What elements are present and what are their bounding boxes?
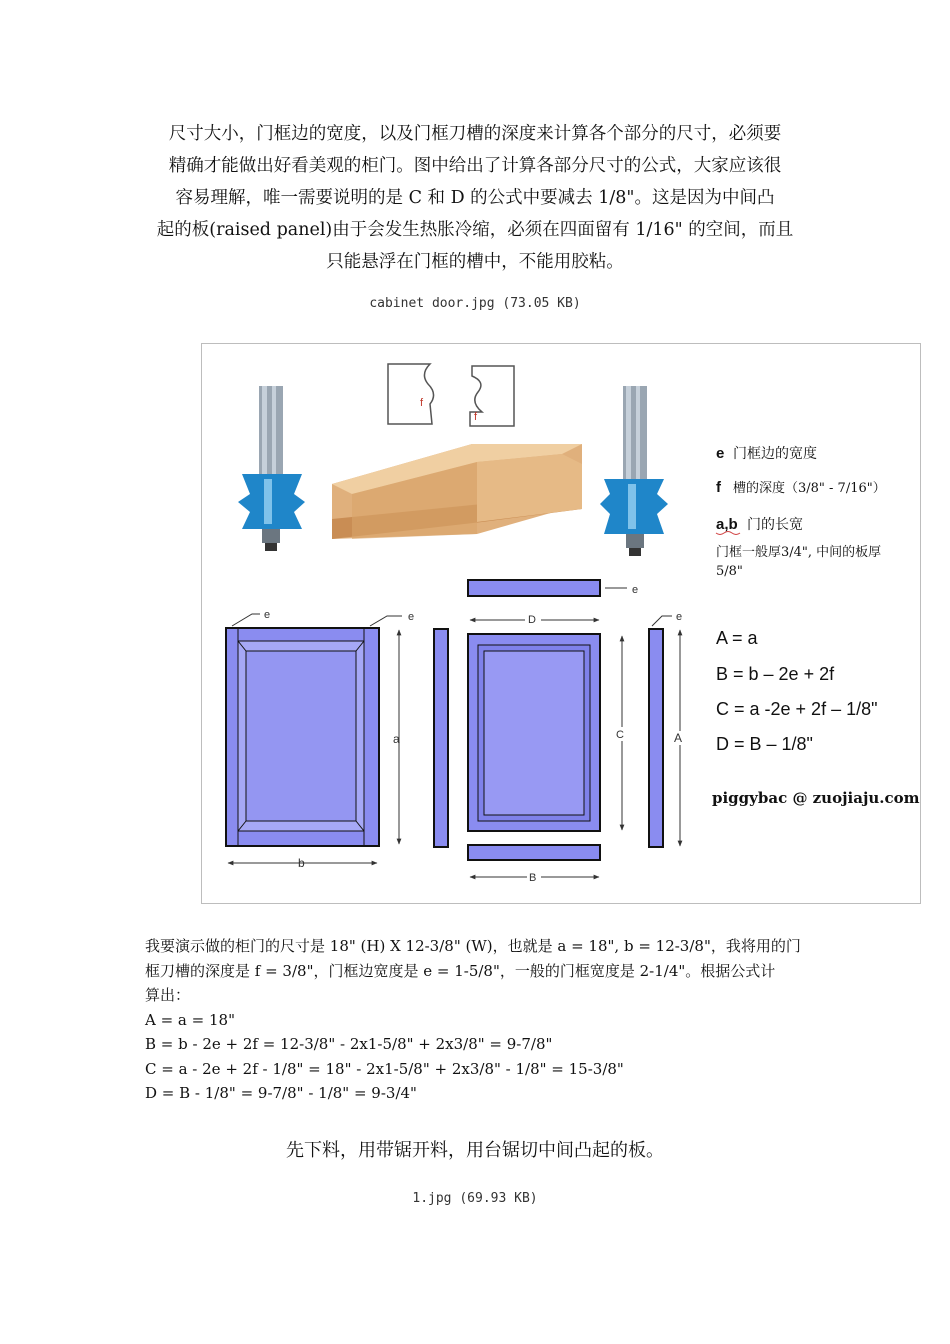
legend-ab-key: a,b: [716, 516, 738, 533]
C-label: C: [616, 729, 624, 741]
calc-line: D = B - 1/8" = 9-7/8" - 1/8" = 9-3/4": [145, 1084, 417, 1102]
formulas: [716, 628, 878, 754]
intro-line: 精确才能做出好看美观的柜门。图中给出了计算各部分尺寸的公式，大家应该很: [168, 156, 782, 176]
calc-line: 算出：: [145, 986, 191, 1004]
f-label: f: [420, 397, 424, 409]
profile-sketch-left: [388, 364, 434, 424]
legend: [716, 445, 886, 579]
D-label: D: [528, 614, 536, 626]
intro-line: 容易理解，唯一需要说明的是 C 和 D 的公式中要减去 1/8"。这是因为中间凸: [175, 188, 775, 208]
assembled-door: [226, 628, 379, 846]
right-stile: [649, 629, 663, 847]
section-heading: 先下料，用带锯开料，用台锯切中间凸起的板。: [286, 1140, 664, 1161]
calc-line: B = b - 2e + 2f = 12-3/8" - 2x1-5/8" + 2x3/8" = 9-7/8": [145, 1035, 553, 1053]
b-label: b: [298, 856, 305, 870]
image-caption-1[interactable]: 1.jpg (69.93 KB): [412, 1191, 538, 1206]
legend-ab-desc: 门的长宽: [747, 517, 803, 533]
profile-sketch-right: [470, 366, 514, 426]
legend-f-key: f: [716, 479, 721, 496]
top-rail: [468, 580, 638, 596]
raised-panel: [468, 634, 600, 831]
left-stile: [434, 629, 448, 847]
formula-D: D = B – 1/8": [716, 734, 813, 754]
legend-f-desc: 槽的深度（3/8" - 7/16"）: [733, 481, 886, 496]
B-label: B: [529, 872, 537, 884]
calc-line: A = a = 18": [145, 1010, 235, 1029]
e-label: e: [676, 611, 683, 623]
image-caption-cabinet-door[interactable]: cabinet door.jpg (73.05 KB): [369, 296, 581, 311]
router-bit-left: [238, 386, 305, 551]
formula-C: C = a -2e + 2f – 1/8": [716, 699, 878, 719]
A-label: A: [674, 731, 683, 745]
formula-B: B = b – 2e + 2f: [716, 664, 835, 684]
legend-e-desc: 门框边的宽度: [733, 446, 817, 462]
calc-line: 我要演示做的柜门的尺寸是 18" (H) X 12-3/8" (W)，也就是 a = 18", b = 12-3/8"，我将用的门: [145, 937, 801, 955]
formula-A: A = a: [716, 628, 758, 648]
intro-line: 尺寸大小，门框边的宽度，以及门框刀槽的深度来计算各个部分的尺寸，必须要: [168, 124, 782, 144]
cabinet-door-diagram: [201, 343, 921, 904]
e-label: e: [408, 611, 415, 623]
wood-joint-illustration: [332, 444, 582, 539]
intro-line: 只能悬浮在门框的槽中，不能用胶粘。: [326, 252, 624, 272]
bottom-rail: [468, 845, 600, 860]
calculation-paragraph: [145, 934, 815, 1106]
intro-line: 起的板(raised panel)由于会发生热胀冷缩，必须在四面留有 1/16" 的空间，而且: [156, 220, 794, 240]
e-label: e: [264, 609, 271, 621]
f-label: f: [474, 411, 478, 423]
a-label: a: [393, 732, 400, 746]
legend-thickness-2: 5/8": [716, 564, 743, 579]
intro-paragraph: [140, 118, 810, 278]
e-label: e: [632, 584, 639, 596]
legend-thickness-1: 门框一般厚3/4", 中间的板厚: [716, 545, 882, 560]
calc-line: C = a - 2e + 2f - 1/8" = 18" - 2x1-5/8" + 2x3/8" - 1/8" = 15-3/8": [145, 1059, 624, 1078]
credit-text: piggybac @ zuojiaju.com: [712, 789, 920, 807]
calc-line: 框刀槽的深度是 f = 3/8"，门框边宽度是 e = 1-5/8"，一般的门框宽度是 2-1/4"。根据公式计: [145, 961, 776, 980]
legend-e-key: e: [716, 445, 725, 462]
router-bit-right: [600, 386, 668, 556]
